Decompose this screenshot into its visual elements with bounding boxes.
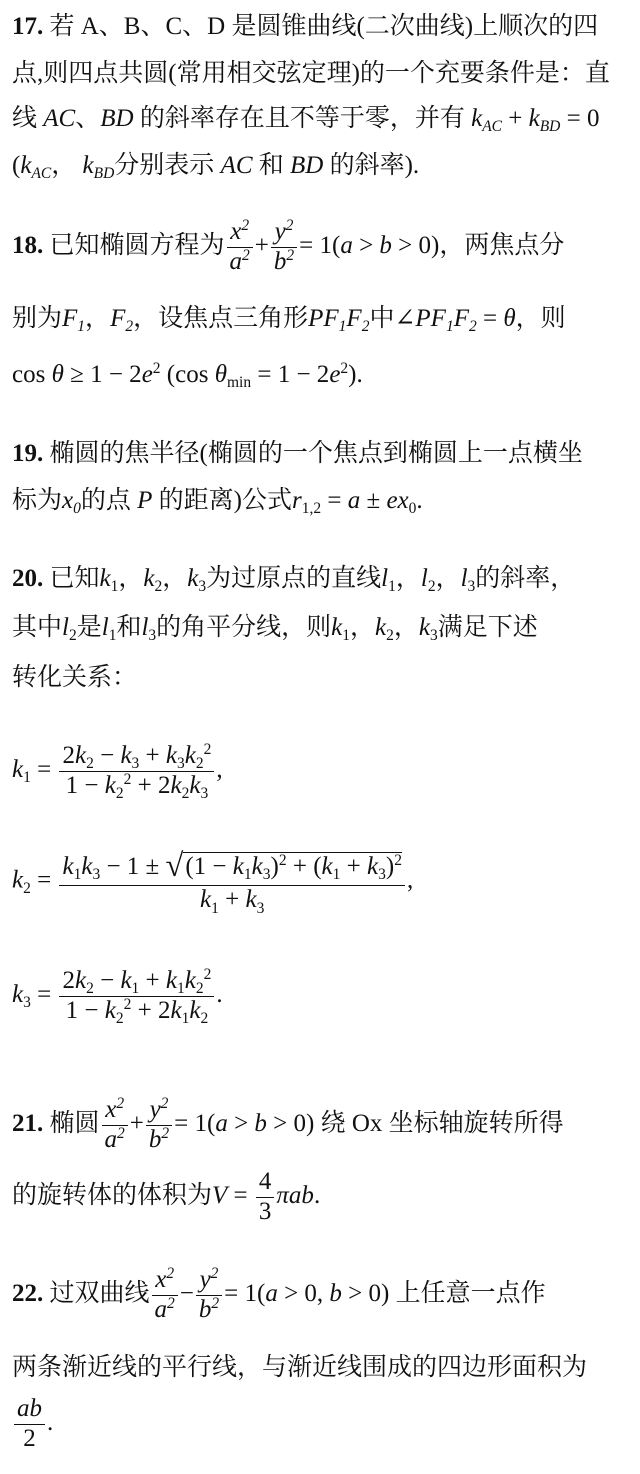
item-number: 17. <box>12 13 44 40</box>
item-19-line-2: 标为$x_0$的点 P 的距离)公式$r_{1,2} = a \pm ex_0$. <box>12 487 423 518</box>
item-number: 18. <box>12 231 44 259</box>
item-17-line-2: 点,则四点共圆(常用相交弦定理)的一个充要条件是：直 <box>12 60 610 87</box>
formula-k1: $k_1$ = $\frac{2k_2 - k_3 + k_3k_2^2}{1 - k_2^2 + 2k_2k_3}$ , <box>12 741 223 803</box>
item-20-line-2: 其中$l_2$是$l_1$和$l_3$的角平分线，则$k_1$，$k_2$，$k_3$满足下述 <box>12 614 538 645</box>
item-number: 22. <box>12 1279 44 1307</box>
formula-k3: $k_3$ = $\frac{2k_2 - k_1 + k_1k_2^2}{1 - k_2^2 + 2k_1k_2}$ . <box>12 966 223 1028</box>
item-18-line-2: 别为$F_1$，$F_2$，设焦点三角形$PF_1F_2$中$\angle PF_1F_2 = \theta$，则 <box>12 305 566 336</box>
item-17-line-3: 线 AC、BD 的斜率存在且不等于零，并有 $k_{AC} + k_{BD} = 0$ <box>12 105 600 136</box>
item-22-line-2: 两条渐近线的平行线，与渐近线围成的四边形面积为 <box>12 1354 588 1381</box>
item-number: 20. <box>12 565 44 592</box>
item-22-line-1: 22. 过双曲线 $\frac{x^2}{a^2}$ − $\frac{y^2}{b^2}$ = 1(a > 0, b > 0) 上任意一点作 <box>12 1265 546 1323</box>
formula: $k_{AC}$ <box>471 105 502 136</box>
item-21-line-2: 的旋转体的体积为V = $\frac{4}{3}$ πab. <box>12 1168 321 1225</box>
item-17-line-4: ($k_{AC}$， $k_{BD}$分别表示 AC 和 BD 的斜率). <box>12 152 420 183</box>
item-18-line-1: 18. 已知椭圆方程为 $\frac{x^2}{a^2}$ + $\frac{y^2}{b^2}$ = 1(a > b > 0)，两焦点分 <box>12 217 565 275</box>
item-21-line-1: 21. 椭圆 $\frac{x^2}{a^2}$ + $\frac{y^2}{b^2}$ = 1(a > b > 0) 绕 Ox 坐标轴旋转所得 <box>12 1095 564 1153</box>
item-number: 19. <box>12 440 44 467</box>
item-18-line-3: $\cos \theta \ge 1 - 2e^2$ (cos $\theta_{min} = 1 - 2e^2$). <box>12 360 363 392</box>
item-number: 21. <box>12 1109 44 1137</box>
item-17-line-1: 17. 若 A、B、C、D 是圆锥曲线(二次曲线)上顺次的四 <box>12 13 599 40</box>
item-20-line-3: 转化关系： <box>12 664 138 691</box>
item-20-line-1: 20. 已知$k_1$，$k_2$，$k_3$为过原点的直线$l_1$，$l_2$，$l_3$的斜率， <box>12 565 576 596</box>
item-19-line-1: 19. 椭圆的焦半径(椭圆的一个焦点到椭圆上一点横坐 <box>12 440 583 467</box>
item-22-line-3: $\frac{ab}{2}$ . <box>12 1395 53 1454</box>
formula-k2: $k_2$ = $\frac{k_1k_3 - 1 \pm √(1 - k_1k_3)^2 + (k_1 + k_3)^2}{k_1 + k_3}$ , <box>12 848 414 917</box>
formula-fraction: $\frac{x^2}{a^2}$ <box>227 218 253 277</box>
